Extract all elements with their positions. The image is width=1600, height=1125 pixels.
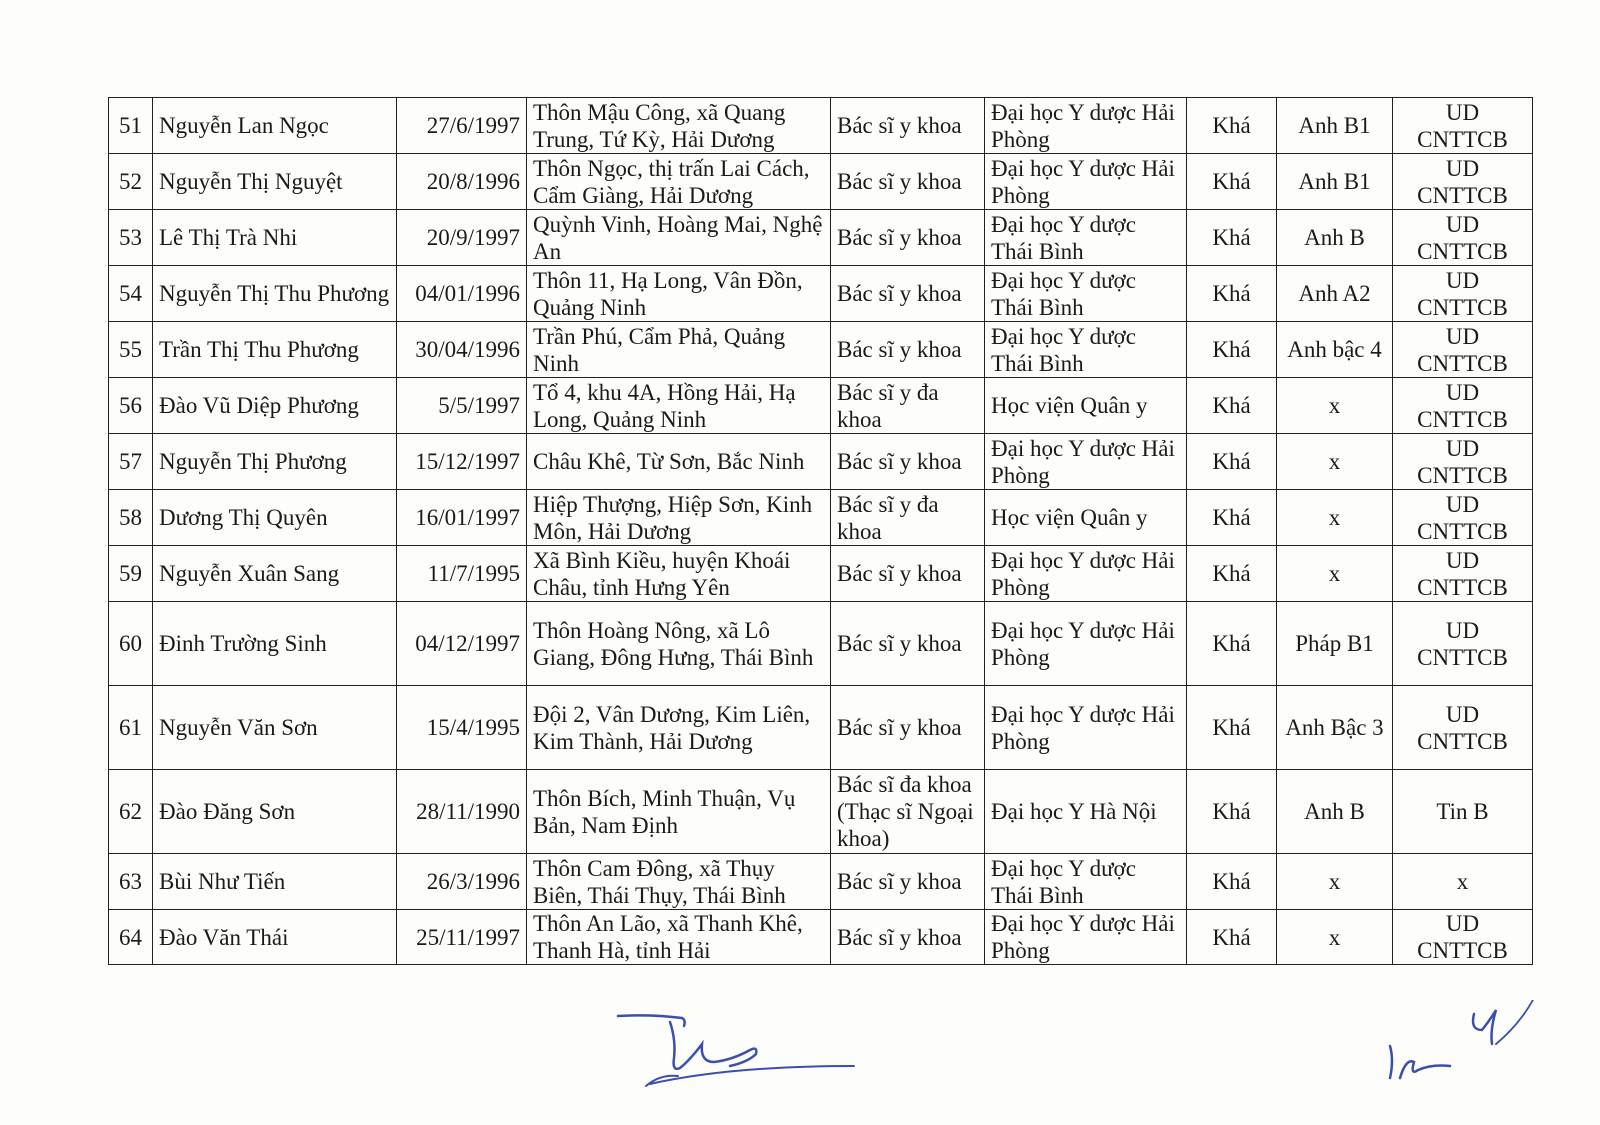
school-cell: Đại học Y dược Thái Bình [985, 854, 1187, 910]
row-number-cell: 59 [109, 546, 153, 602]
address-cell: Thôn Mậu Công, xã Quang Trung, Tứ Kỳ, Hải Dương [527, 98, 831, 154]
it-certificate-cell: x [1393, 854, 1533, 910]
school-cell: Đại học Y dược Hải Phòng [985, 602, 1187, 686]
row-number-cell: 54 [109, 266, 153, 322]
specialty-cell: Bác sĩ y khoa [831, 910, 985, 965]
it-certificate-cell: UD CNTTCB [1393, 154, 1533, 210]
school-cell: Đại học Y dược Hải Phòng [985, 686, 1187, 770]
row-number-cell: 52 [109, 154, 153, 210]
row-number-cell: 53 [109, 210, 153, 266]
address-cell: Thôn Ngọc, thị trấn Lai Cách, Cẩm Giàng, Hải Dương [527, 154, 831, 210]
full-name-cell: Đào Vũ Diệp Phương [153, 378, 397, 434]
school-cell: Đại học Y dược Hải Phòng [985, 434, 1187, 490]
school-cell: Học viện Quân y [985, 378, 1187, 434]
address-cell: Thôn 11, Hạ Long, Vân Đồn, Quảng Ninh [527, 266, 831, 322]
foreign-language-cell: x [1277, 434, 1393, 490]
address-cell: Thôn Cam Đông, xã Thụy Biên, Thái Thụy, Thái Bình [527, 854, 831, 910]
roster-table [108, 97, 1533, 965]
table-row [109, 602, 1533, 686]
table-row [109, 770, 1533, 854]
school-cell: Đại học Y dược Hải Phòng [985, 546, 1187, 602]
full-name-cell: Nguyễn Thị Nguyệt [153, 154, 397, 210]
it-certificate-cell: UD CNTTCB [1393, 434, 1533, 490]
full-name-cell: Nguyễn Thị Thu Phương [153, 266, 397, 322]
grade-cell: Khá [1187, 98, 1277, 154]
signature-right [1370, 1000, 1550, 1100]
table-row [109, 322, 1533, 378]
grade-cell: Khá [1187, 434, 1277, 490]
it-certificate-cell: UD CNTTCB [1393, 378, 1533, 434]
it-certificate-cell: UD CNTTCB [1393, 322, 1533, 378]
specialty-cell: Bác sĩ y khoa [831, 210, 985, 266]
grade-cell: Khá [1187, 378, 1277, 434]
full-name-cell: Nguyễn Xuân Sang [153, 546, 397, 602]
it-certificate-cell: UD CNTTCB [1393, 602, 1533, 686]
full-name-cell: Lê Thị Trà Nhi [153, 210, 397, 266]
table-row [109, 98, 1533, 154]
date-of-birth-cell: 5/5/1997 [397, 378, 527, 434]
date-of-birth-cell: 11/7/1995 [397, 546, 527, 602]
row-number-cell: 62 [109, 770, 153, 854]
row-number-cell: 63 [109, 854, 153, 910]
signature-left [610, 1010, 870, 1100]
school-cell: Đại học Y dược Thái Bình [985, 210, 1187, 266]
full-name-cell: Đào Văn Thái [153, 910, 397, 965]
specialty-cell: Bác sĩ y đa khoa [831, 490, 985, 546]
specialty-cell: Bác sĩ y khoa [831, 686, 985, 770]
foreign-language-cell: Anh B1 [1277, 154, 1393, 210]
date-of-birth-cell: 04/01/1996 [397, 266, 527, 322]
table-row [109, 434, 1533, 490]
table-row [109, 490, 1533, 546]
grade-cell: Khá [1187, 602, 1277, 686]
date-of-birth-cell: 04/12/1997 [397, 602, 527, 686]
grade-cell: Khá [1187, 686, 1277, 770]
specialty-cell: Bác sĩ y đa khoa [831, 378, 985, 434]
table-row [109, 546, 1533, 602]
row-number-cell: 51 [109, 98, 153, 154]
row-number-cell: 58 [109, 490, 153, 546]
foreign-language-cell: Anh Bậc 3 [1277, 686, 1393, 770]
school-cell: Đại học Y Hà Nội [985, 770, 1187, 854]
grade-cell: Khá [1187, 770, 1277, 854]
school-cell: Đại học Y dược Hải Phòng [985, 98, 1187, 154]
grade-cell: Khá [1187, 266, 1277, 322]
full-name-cell: Nguyễn Thị Phương [153, 434, 397, 490]
foreign-language-cell: Anh B1 [1277, 98, 1393, 154]
address-cell: Châu Khê, Từ Sơn, Bắc Ninh [527, 434, 831, 490]
address-cell: Thôn Hoàng Nông, xã Lô Giang, Đông Hưng, Thái Bình [527, 602, 831, 686]
date-of-birth-cell: 26/3/1996 [397, 854, 527, 910]
school-cell: Đại học Y dược Thái Bình [985, 266, 1187, 322]
it-certificate-cell: UD CNTTCB [1393, 546, 1533, 602]
full-name-cell: Trần Thị Thu Phương [153, 322, 397, 378]
foreign-language-cell: Anh B [1277, 210, 1393, 266]
it-certificate-cell: UD CNTTCB [1393, 910, 1533, 965]
school-cell: Đại học Y dược Hải Phòng [985, 910, 1187, 965]
it-certificate-cell: UD CNTTCB [1393, 686, 1533, 770]
specialty-cell: Bác sĩ y khoa [831, 546, 985, 602]
it-certificate-cell: UD CNTTCB [1393, 266, 1533, 322]
date-of-birth-cell: 25/11/1997 [397, 910, 527, 965]
date-of-birth-cell: 27/6/1997 [397, 98, 527, 154]
specialty-cell: Bác sĩ y khoa [831, 602, 985, 686]
date-of-birth-cell: 16/01/1997 [397, 490, 527, 546]
address-cell: Thôn Bích, Minh Thuận, Vụ Bản, Nam Định [527, 770, 831, 854]
it-certificate-cell: UD CNTTCB [1393, 490, 1533, 546]
grade-cell: Khá [1187, 546, 1277, 602]
full-name-cell: Dương Thị Quyên [153, 490, 397, 546]
row-number-cell: 60 [109, 602, 153, 686]
full-name-cell: Nguyễn Văn Sơn [153, 686, 397, 770]
table-row [109, 266, 1533, 322]
specialty-cell: Bác sĩ y khoa [831, 322, 985, 378]
grade-cell: Khá [1187, 210, 1277, 266]
foreign-language-cell: x [1277, 490, 1393, 546]
address-cell: Xã Bình Kiều, huyện Khoái Châu, tỉnh Hưng Yên [527, 546, 831, 602]
date-of-birth-cell: 15/12/1997 [397, 434, 527, 490]
specialty-cell: Bác sĩ y khoa [831, 98, 985, 154]
foreign-language-cell: Pháp B1 [1277, 602, 1393, 686]
table-row [109, 154, 1533, 210]
address-cell: Trần Phú, Cẩm Phả, Quảng Ninh [527, 322, 831, 378]
foreign-language-cell: x [1277, 910, 1393, 965]
row-number-cell: 55 [109, 322, 153, 378]
row-number-cell: 57 [109, 434, 153, 490]
specialty-cell: Bác sĩ y khoa [831, 154, 985, 210]
row-number-cell: 64 [109, 910, 153, 965]
address-cell: Thôn An Lão, xã Thanh Khê, Thanh Hà, tỉnh Hải [527, 910, 831, 965]
address-cell: Đội 2, Vân Dương, Kim Liên, Kim Thành, Hải Dương [527, 686, 831, 770]
foreign-language-cell: Anh A2 [1277, 266, 1393, 322]
grade-cell: Khá [1187, 322, 1277, 378]
full-name-cell: Bùi Như Tiến [153, 854, 397, 910]
foreign-language-cell: x [1277, 546, 1393, 602]
grade-cell: Khá [1187, 910, 1277, 965]
full-name-cell: Nguyễn Lan Ngọc [153, 98, 397, 154]
date-of-birth-cell: 30/04/1996 [397, 322, 527, 378]
address-cell: Hiệp Thượng, Hiệp Sơn, Kinh Môn, Hải Dương [527, 490, 831, 546]
foreign-language-cell: Anh bậc 4 [1277, 322, 1393, 378]
table-row [109, 910, 1533, 965]
grade-cell: Khá [1187, 490, 1277, 546]
table-row [109, 378, 1533, 434]
it-certificate-cell: UD CNTTCB [1393, 98, 1533, 154]
specialty-cell: Bác sĩ y khoa [831, 434, 985, 490]
date-of-birth-cell: 15/4/1995 [397, 686, 527, 770]
full-name-cell: Đào Đăng Sơn [153, 770, 397, 854]
school-cell: Đại học Y dược Thái Bình [985, 322, 1187, 378]
table-row [109, 210, 1533, 266]
school-cell: Đại học Y dược Hải Phòng [985, 154, 1187, 210]
grade-cell: Khá [1187, 154, 1277, 210]
grade-cell: Khá [1187, 854, 1277, 910]
it-certificate-cell: UD CNTTCB [1393, 210, 1533, 266]
specialty-cell: Bác sĩ đa khoa (Thạc sĩ Ngoại khoa) [831, 770, 985, 854]
date-of-birth-cell: 20/8/1996 [397, 154, 527, 210]
roster-body [109, 98, 1533, 965]
row-number-cell: 61 [109, 686, 153, 770]
specialty-cell: Bác sĩ y khoa [831, 266, 985, 322]
table-row [109, 686, 1533, 770]
date-of-birth-cell: 20/9/1997 [397, 210, 527, 266]
foreign-language-cell: Anh B [1277, 770, 1393, 854]
foreign-language-cell: x [1277, 378, 1393, 434]
table-row [109, 854, 1533, 910]
address-cell: Quỳnh Vinh, Hoàng Mai, Nghệ An [527, 210, 831, 266]
it-certificate-cell: Tin B [1393, 770, 1533, 854]
row-number-cell: 56 [109, 378, 153, 434]
full-name-cell: Đinh Trường Sinh [153, 602, 397, 686]
address-cell: Tổ 4, khu 4A, Hồng Hải, Hạ Long, Quảng Ninh [527, 378, 831, 434]
specialty-cell: Bác sĩ y khoa [831, 854, 985, 910]
foreign-language-cell: x [1277, 854, 1393, 910]
school-cell: Học viện Quân y [985, 490, 1187, 546]
date-of-birth-cell: 28/11/1990 [397, 770, 527, 854]
